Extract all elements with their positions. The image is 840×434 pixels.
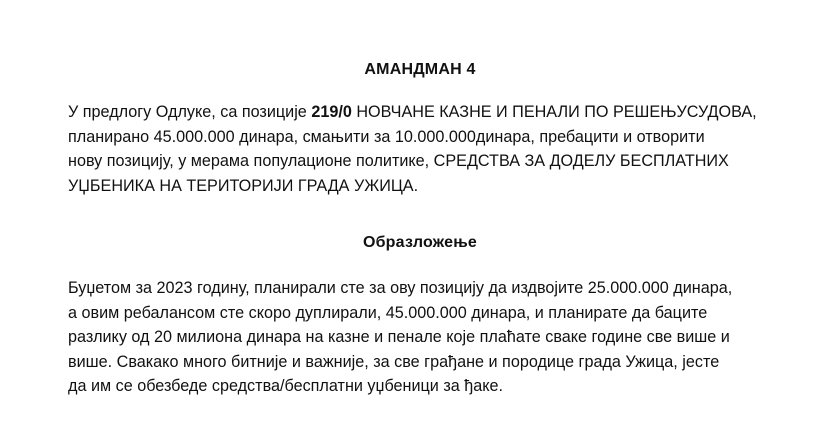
paragraph-line: разлику од 20 милиона динара на казне и пенале које плаћате сваке године све више и bbox=[68, 328, 730, 346]
position-number: 219/0 bbox=[311, 103, 352, 121]
text-segment: НОВЧАНЕ КАЗНЕ И ПЕНАЛИ ПО РЕШЕЊУСУДОВА, bbox=[351, 103, 757, 121]
paragraph-line: нову позицију, у мерама популационе политике, СРЕДСТВА ЗА ДОДЕЛУ БЕСПЛАТНИХ bbox=[68, 152, 729, 170]
paragraph-line: а овим ребалансом сте скоро дуплирали, 45.000.000 динара, и планирате да баците bbox=[68, 303, 708, 322]
paragraph-line: планирано 45.000.000 динара, смањити за 10.000.000динара, пребацити и отворити bbox=[68, 127, 705, 146]
paragraph-line: више. Свакако много битније и важније, за све грађане и породице града Ужица, јесте bbox=[68, 352, 720, 371]
paragraph-line: Буџетом за 2023 годину, планирали сте за ову позицију да издвојите 25.000.000 динара, bbox=[68, 279, 733, 297]
text-segment: У предлогу Одлуке, са позиције bbox=[68, 103, 312, 121]
explanation-heading: Образложење bbox=[362, 234, 478, 251]
explanation-paragraph bbox=[68, 276, 808, 399]
paragraph-line bbox=[68, 100, 808, 125]
amendment-paragraph bbox=[68, 100, 808, 198]
paragraph-line: да им се обезбеде средства/бесплатни уџбеници за ђаке. bbox=[68, 377, 504, 395]
amendment-title: АМАНДМАН 4 bbox=[364, 61, 476, 78]
paragraph-line: УЏБЕНИКА НА ТЕРИТОРИЈИ ГРАДА УЖИЦА. bbox=[68, 176, 419, 195]
